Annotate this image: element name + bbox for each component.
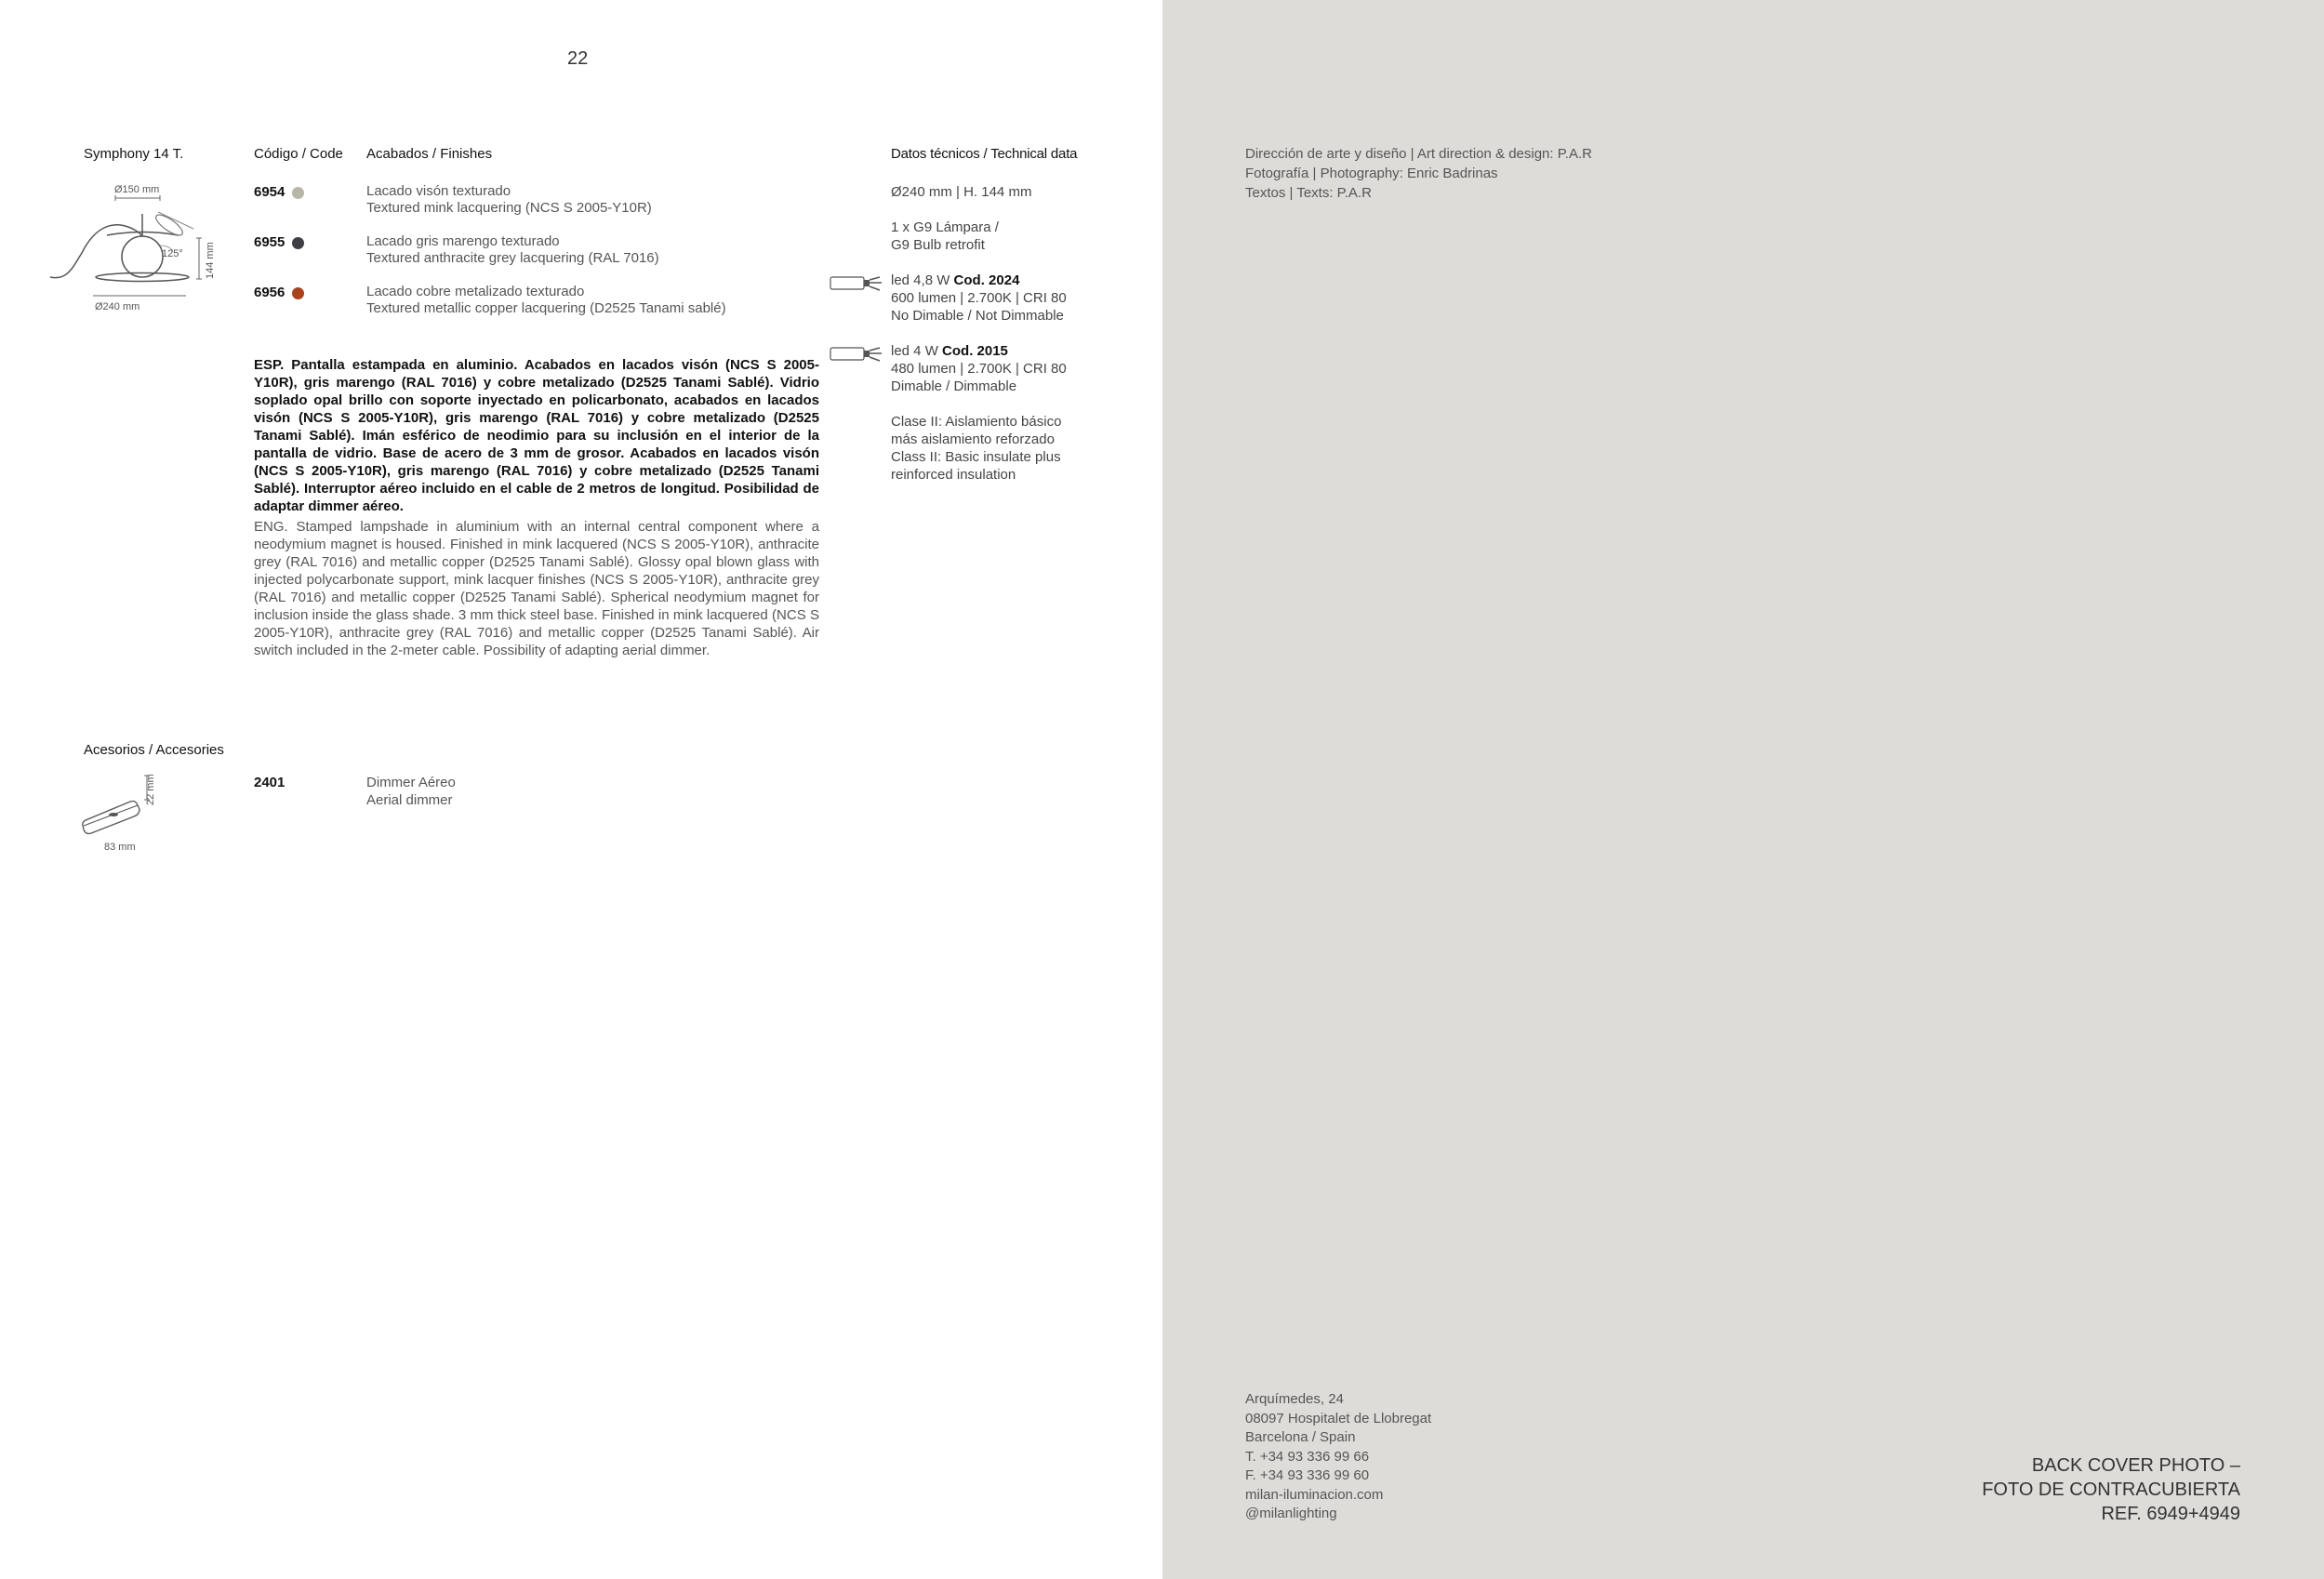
swatch-copper: [292, 287, 304, 299]
dimmer-height: 22 mm: [145, 774, 156, 805]
social-handle[interactable]: @milanlighting: [1245, 1506, 1337, 1521]
description-eng: ENG. Stamped lampshade in aluminium with an internal central component where a neodymium magnet is housed. Finished in mink lacquered (NCS S 2005-Y10R), anthracite grey (RAL 7016) and metallic copper (D2525 Tanami Sablé). Glossy opal blown glass with injected polycarbonate support, mink lacquer finishes (NCS S 2005-Y10R), anthracite grey (RAL 7016) and metallic copper (D2525 Tanami Sablé). Spherical neodymium magnet for inclusion inside the glass shade. 3 mm thick steel base. Finished in mink lacquered (NCS S 2005-Y10R), anthracite grey (RAL 7016) and metallic copper (D2525 Tanami Sablé). Air switch included in the 2-meter cable. Possibility of adapting aerial dimmer.: [254, 519, 819, 658]
finish-es: Lacado cobre metalizado texturado: [366, 284, 585, 299]
finish-es: Lacado visón texturado: [366, 183, 511, 199]
technical-header: Datos técnicos / Technical data: [891, 146, 1078, 162]
finish-code: 6956: [254, 285, 304, 300]
phone: T. +34 93 336 99 66: [1245, 1448, 1370, 1465]
product-name: Symphony 14 T.: [84, 146, 184, 162]
dim-height: 144 mm: [205, 242, 216, 279]
finish-en: Textured anthracite grey lacquering (RAL 7016): [366, 250, 659, 266]
back-cover-caption: BACK COVER PHOTO – FOTO DE CONTRACUBIERTA REF. 6949+4949: [1982, 1455, 2240, 1524]
accessories-title: Acesorios / Accesories: [84, 742, 224, 758]
tech-class: Clase II: Aislamiento básico más aislamiento reforzado Class II: Basic insulate plus reinforced insulation: [891, 414, 1062, 483]
address-city: 08097 Hospitalet de Llobregat: [1245, 1410, 1432, 1426]
accessory-en: Aerial dimmer: [366, 792, 453, 808]
address-street: Arquímedes, 24: [1245, 1391, 1344, 1407]
led-module-icon: [830, 275, 883, 292]
accessory-code: 2401: [254, 775, 286, 790]
tech-led-1: led 4,8 W Cod. 2024 600 lumen | 2.700K | CRI 80 No Dimable / Not Dimmable: [891, 272, 1067, 324]
credits: Dirección de arte y diseño | Art direction & design: P.A.R Fotografía | Photography: Enric Badrinas Textos | Texts: P.A.R: [1245, 146, 1592, 201]
tech-bulb: 1 x G9 Lámpara / G9 Bulb retrofit: [891, 219, 999, 253]
finish-code: 6955: [254, 234, 304, 250]
description-esp: ESP. Pantalla estampada en aluminio. Acabados en lacados visón (NCS S 2005-Y10R), gris marengo (RAL 7016) y cobre metalizado (D2525 Tanami Sablé). Vidrio soplado opal brillo con soporte inyectado en policarbonato, acabados en lacados visón (NCS S 2005-Y10R), gris marengo (RAL 7016) y cobre metalizado (D2525 Tanami Sablé). Imán esférico de neodimio para su inclusión en el interior de la pantalla de vidrio. Base de acero de 3 mm de grosor. Acabados en lacados visón (NCS S 2005-Y10R), gris marengo (RAL 7016) y cobre metalizado (D2525 Tanami Sablé). Interruptor aéreo incluido en el cable de 2 metros de longitud. Posibilidad de adaptar dimmer aéreo.: [254, 357, 819, 514]
accessory-es: Dimmer Aéreo: [366, 775, 456, 790]
page-number: 22: [567, 48, 589, 69]
table-lamp-icon: [46, 177, 223, 316]
dimmer-length: 83 mm: [104, 842, 136, 853]
swatch-mink: [292, 187, 304, 199]
back-cover-panel: [1162, 0, 2324, 1579]
swatch-anthracite: [292, 237, 304, 249]
tech-led-2: led 4 W Cod. 2015 480 lumen | 2.700K | CRI 80 Dimable / Dimmable: [891, 343, 1067, 394]
code-header: Código / Code: [254, 146, 343, 162]
address-country: Barcelona / Spain: [1245, 1429, 1356, 1445]
dim-angle: 125°: [162, 248, 183, 259]
website-link[interactable]: milan-iluminacion.com: [1245, 1486, 1384, 1503]
finish-en: Textured metallic copper lacquering (D2525 Tanami sablé): [366, 300, 726, 316]
finish-en: Textured mink lacquering (NCS S 2005-Y10R): [366, 200, 652, 216]
finish-es: Lacado gris marengo texturado: [366, 233, 560, 249]
tech-size: Ø240 mm | H. 144 mm: [891, 184, 1032, 200]
address-block: [1245, 1390, 1431, 1524]
dim-top: Ø150 mm: [114, 184, 160, 195]
finish-code: 6954: [254, 184, 304, 200]
finishes-header: Acabados / Finishes: [366, 146, 493, 162]
fax: F. +34 93 336 99 60: [1245, 1467, 1370, 1483]
led-module-icon: [830, 346, 883, 363]
lamp-drawing: [46, 177, 223, 316]
dim-base: Ø240 mm: [95, 301, 140, 312]
